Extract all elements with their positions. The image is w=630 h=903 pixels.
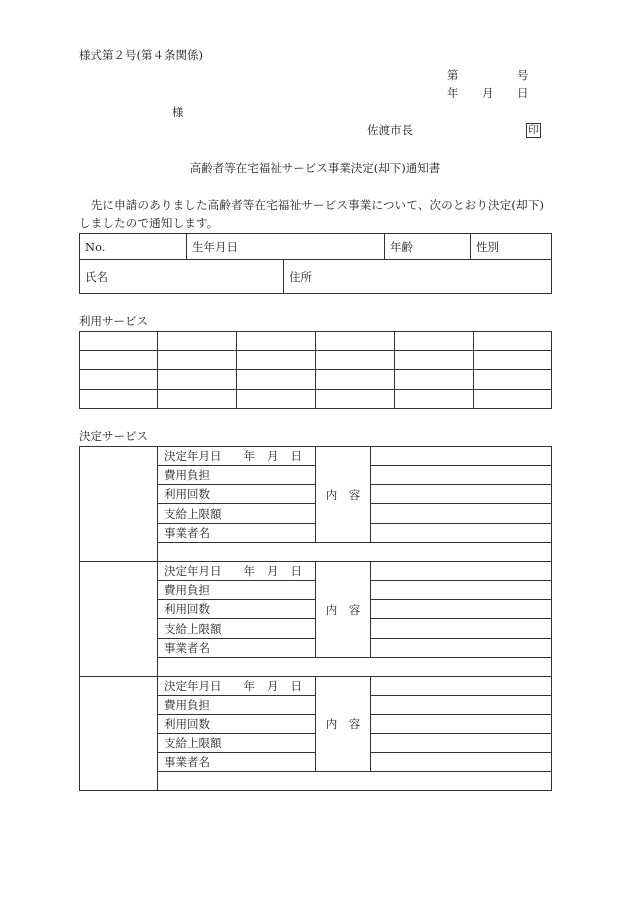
used-service-cell: [80, 390, 157, 408]
cost-label: 費用負担: [158, 466, 315, 484]
limit-label: 支給上限額: [158, 504, 315, 523]
content-value-cell: [371, 447, 551, 465]
decided-services-label: 決定サービス: [79, 429, 148, 443]
used-service-cell: [80, 370, 157, 389]
name-label: 氏名: [85, 269, 108, 284]
used-service-cell: [316, 370, 394, 389]
age-cell: [385, 234, 470, 259]
decision-date-cell: [158, 447, 315, 465]
used-services-label: 利用サービス: [79, 314, 148, 328]
decision-date-year: 年: [243, 564, 255, 578]
used-service-cell: [158, 370, 236, 389]
used-service-cell: [474, 332, 551, 350]
decision-date-year: 年: [243, 449, 255, 463]
content-value-cell: [371, 581, 551, 599]
content-value-cell: [371, 619, 551, 638]
used-service-cell: [395, 332, 473, 350]
date-day: 日: [517, 86, 529, 100]
decision-date-label: 決定年月日: [164, 564, 222, 578]
no-label: No.: [85, 239, 106, 254]
decision-date-month: 月: [267, 449, 279, 463]
doc-number-suffix: 号: [517, 68, 529, 82]
date-month: 月: [482, 86, 494, 100]
content-label: 内 容: [316, 447, 370, 542]
date-year: 年: [447, 86, 459, 100]
decided-block-bottom-row: [158, 658, 551, 676]
provider-label: 事業者名: [158, 639, 315, 657]
limit-label: 支給上限額: [158, 619, 315, 638]
decision-date-label: 決定年月日: [164, 449, 222, 463]
used-service-cell: [474, 351, 551, 369]
used-services-table: [79, 331, 552, 409]
usage-count-label: 利用回数: [158, 600, 315, 618]
content-value-cell: [371, 466, 551, 484]
body-line-2: しましたので通知します。: [79, 216, 219, 230]
content-value-cell: [371, 485, 551, 503]
form-number: 様式第２号(第４条関係): [79, 48, 203, 62]
used-service-cell: [237, 390, 315, 408]
decision-date-day: 日: [290, 679, 302, 693]
provider-label: 事業者名: [158, 753, 315, 771]
seal-mark: 印: [526, 123, 541, 138]
content-value-cell: [371, 639, 551, 657]
doc-number-prefix: 第: [447, 68, 459, 82]
decision-date-month: 月: [267, 564, 279, 578]
decided-block-bottom-row: [158, 543, 551, 561]
used-service-cell: [237, 351, 315, 369]
sender-name: 佐渡市長: [367, 123, 413, 137]
content-value-cell: [371, 600, 551, 618]
provider-label: 事業者名: [158, 524, 315, 542]
applicant-table: [79, 233, 552, 294]
content-value-cell: [371, 753, 551, 771]
usage-count-label: 利用回数: [158, 485, 315, 503]
used-service-cell: [80, 351, 157, 369]
used-service-cell: [395, 351, 473, 369]
decided-block-bottom-row: [158, 772, 551, 790]
content-value-cell: [371, 734, 551, 752]
name-cell: [80, 260, 283, 293]
document-title: 高齢者等在宅福祉サービス事業決定(却下)通知書: [189, 161, 441, 175]
sex-cell: [471, 234, 551, 259]
used-service-cell: [474, 370, 551, 389]
decision-date-day: 日: [290, 564, 302, 578]
address-label: 住所: [289, 269, 312, 284]
age-label: 年齢: [390, 239, 413, 254]
content-value-cell: [371, 696, 551, 714]
cost-label: 費用負担: [158, 581, 315, 599]
used-service-cell: [316, 390, 394, 408]
limit-label: 支給上限額: [158, 734, 315, 752]
decision-date-day: 日: [290, 449, 302, 463]
used-service-cell: [316, 351, 394, 369]
birthdate-cell: [187, 234, 384, 259]
birthdate-label: 生年月日: [192, 239, 238, 254]
content-value-cell: [371, 504, 551, 523]
used-service-cell: [316, 332, 394, 350]
decided-block-left-cell: [80, 677, 157, 790]
cost-label: 費用負担: [158, 696, 315, 714]
used-service-cell: [158, 332, 236, 350]
used-service-cell: [158, 351, 236, 369]
used-service-cell: [474, 390, 551, 408]
used-service-cell: [395, 370, 473, 389]
addressee-suffix: 様: [172, 105, 184, 119]
used-service-cell: [80, 332, 157, 350]
content-label: 内 容: [316, 677, 370, 771]
body-line-1: 先に申請のありました高齢者等在宅福祉サービス事業について、次のとおり決定(却下): [79, 198, 545, 212]
decision-date-cell: [158, 677, 315, 695]
decision-date-year: 年: [243, 679, 255, 693]
used-service-cell: [158, 390, 236, 408]
decided-block-left-cell: [80, 447, 157, 561]
decided-services-table: [79, 446, 552, 791]
address-cell: [284, 260, 551, 293]
content-value-cell: [371, 715, 551, 733]
used-service-cell: [395, 390, 473, 408]
used-service-cell: [237, 370, 315, 389]
usage-count-label: 利用回数: [158, 715, 315, 733]
content-value-cell: [371, 524, 551, 542]
content-label: 内 容: [316, 562, 370, 657]
content-value-cell: [371, 677, 551, 695]
decision-date-month: 月: [267, 679, 279, 693]
used-service-cell: [237, 332, 315, 350]
decision-date-cell: [158, 562, 315, 580]
decided-block-left-cell: [80, 562, 157, 676]
sex-label: 性別: [476, 239, 499, 254]
decision-date-label: 決定年月日: [164, 679, 222, 693]
no-cell: [80, 234, 186, 259]
content-value-cell: [371, 562, 551, 580]
